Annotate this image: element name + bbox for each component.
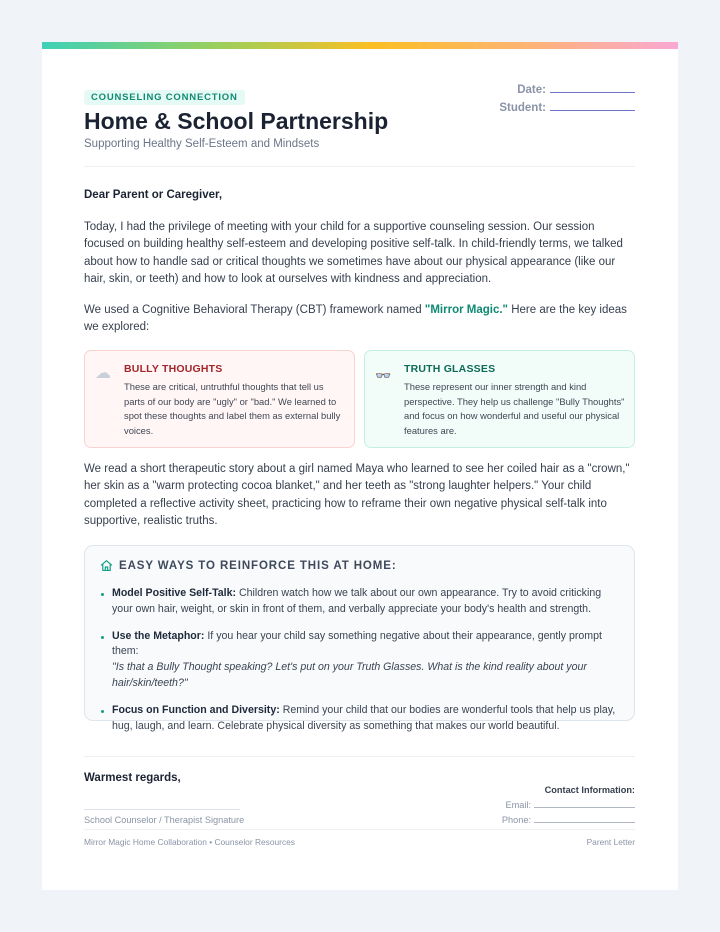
signature-line[interactable] (84, 809, 240, 810)
tip-label: Model Positive Self-Talk: (112, 587, 237, 599)
truth-glasses-title: TRUTH GLASSES (404, 363, 496, 375)
email-blank-line[interactable] (534, 800, 635, 808)
salutation: Dear Parent or Caregiver, (84, 189, 223, 201)
letter-page (42, 42, 678, 890)
category-badge: COUNSELING CONNECTION (84, 90, 245, 105)
truth-glasses-text: These represent our inner strength and kind perspective. They help us challenge "Bully Thoughts" and focus on how wonderful and useful our physical features are. (404, 381, 625, 436)
header-divider (84, 166, 635, 167)
glasses-icon: 👓 (375, 368, 392, 383)
closing: Warmest regards, (84, 772, 181, 784)
gradient-top-bar (42, 42, 678, 49)
student-blank-line[interactable] (550, 102, 635, 111)
phone-label: Phone: (501, 815, 531, 825)
paragraph-framework (84, 302, 635, 337)
tips-list (99, 586, 621, 745)
tip-label: Use the Metaphor: (112, 629, 205, 642)
cloud-icon: ☁ (95, 365, 111, 382)
bully-thoughts-card (84, 350, 355, 448)
page-title: Home & School Partnership (84, 108, 389, 134)
home-icon (100, 559, 113, 572)
footer-right-text: Parent Letter (586, 837, 635, 847)
tip-text: If you hear your child say something negative about their appearance, gently prompt them: (112, 629, 602, 658)
email-label: Email: (505, 800, 531, 810)
student-label: Student: (499, 102, 546, 114)
tip-quote: "Is that a Bully Thought speaking? Let's put on your Truth Glasses. What is the kind reality about your hair/skin/teeth?" (112, 661, 587, 689)
footer-left-text: Mirror Magic Home Collaboration • Counselor Resources (84, 837, 295, 847)
bullet-icon (101, 636, 104, 639)
bully-thoughts-text: These are critical, untruthful thoughts that tell us parts of our body are "ugly" or "bad." We learned to spot these thoughts and label them as external bully voices. (124, 381, 341, 436)
tips-heading-text: EASY WAYS TO REINFORCE THIS AT HOME: (119, 559, 397, 572)
date-field[interactable] (499, 84, 635, 102)
date-label: Date: (517, 84, 546, 96)
bully-thoughts-title: BULLY THOUGHTS (124, 363, 223, 375)
paragraph-framework-start: We used a Cognitive Behavioral Therapy (CBT) framework named (84, 304, 425, 316)
paragraph-intro: Today, I had the privilege of meeting with your child for a supportive counseling session. Our session focused on building healthy self-esteem and developing positive self-talk. In child-friendly terms, we talked about how to handle sad or critical thoughts we sometimes have about our physical appearance (like our hair, skin, or teeth) and how to look at ourselves with kindness and appreciation. (84, 221, 623, 285)
paragraph-framework-end: Here are the key ideas we explored: (84, 304, 627, 334)
list-item (99, 703, 621, 735)
tips-heading (100, 559, 397, 572)
footer-divider (84, 756, 635, 757)
contact-title: Contact Information: (544, 785, 635, 795)
phone-field[interactable] (502, 815, 635, 830)
contact-info (502, 785, 635, 830)
page-subtitle: Supporting Healthy Self-Esteem and Mindsets (84, 138, 320, 150)
tip-text: Remind your child that our bodies are wonderful tools that help us play, hug, laugh, and learn. Celebrate physical diversity as something that makes our world beautiful. (112, 703, 616, 732)
tip-text: Children watch how we talk about our own appearance. Try to avoid criticking your own hair, weight, or skin in front of them, and verbally appreciate your body's health and strength. (112, 587, 602, 615)
list-item (99, 586, 621, 618)
phone-blank-line[interactable] (534, 815, 635, 823)
tip-label: Focus on Function and Diversity: (112, 703, 280, 716)
bottom-divider (84, 829, 635, 830)
truth-glasses-card (364, 350, 635, 448)
bullet-icon (101, 710, 104, 713)
paragraph-story: We read a short therapeutic story about a girl named Maya who learned to see her coiled hair as a "crown," her skin as a "warm protecting cocoa blanket," and her teeth as "strong laughter helpers." Your child completed a reflective activity sheet, practicing how to reframe their own negative physical self-talk into supportive, realistic truths. (84, 463, 630, 527)
email-field[interactable] (502, 800, 635, 815)
student-field[interactable] (499, 102, 635, 120)
signature-caption: School Counselor / Therapist Signature (84, 815, 245, 825)
date-blank-line[interactable] (550, 84, 635, 93)
mirror-magic-highlight: "Mirror Magic." (424, 304, 509, 316)
home-tips-box (84, 545, 635, 732)
bullet-icon (101, 593, 104, 596)
list-item (99, 629, 621, 692)
meta-fields (499, 84, 635, 120)
